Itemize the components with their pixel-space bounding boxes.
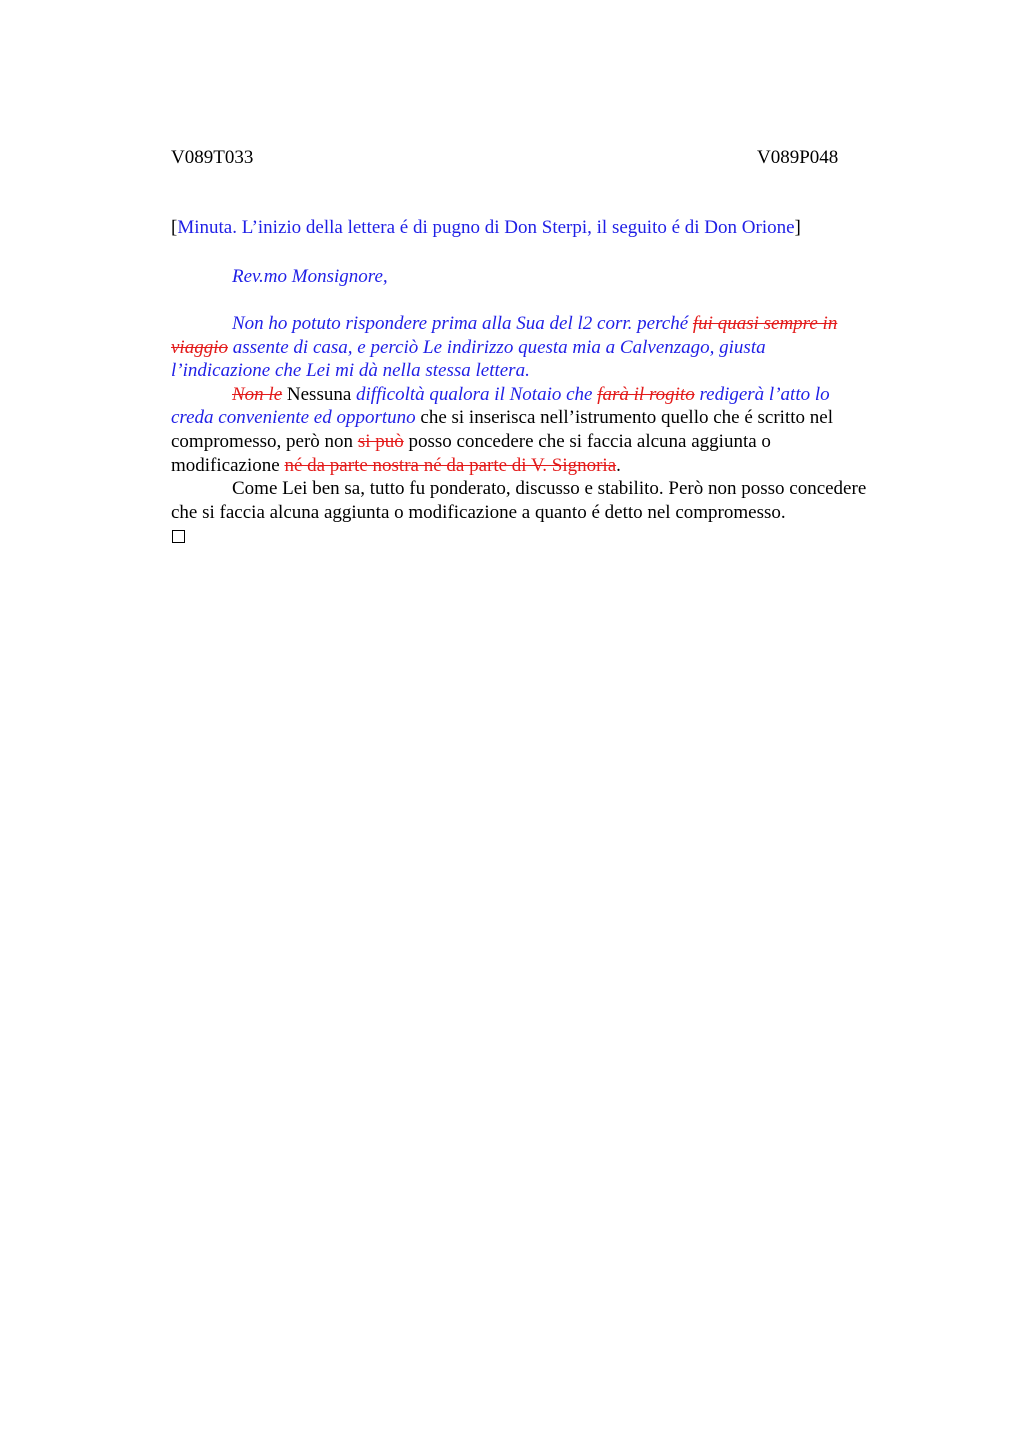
- text-plain: modificazione: [171, 454, 285, 476]
- deleted-text: si può: [357, 430, 404, 452]
- letter-salutation: Rev.mo Monsignore,: [232, 266, 388, 287]
- text-italic-blue: assente di casa, e perciò Le indirizzo questa mia a Calvenzago, giusta: [228, 336, 766, 358]
- note-open-bracket: [: [171, 217, 178, 238]
- note-close-bracket: ]: [794, 217, 801, 238]
- deleted-text: farà il rogito: [597, 383, 695, 405]
- text-italic-blue: creda conveniente ed opportuno: [171, 407, 416, 429]
- paragraph-3-line-2: che si faccia alcuna aggiunta o modificazione a quanto é detto nel compromesso.: [171, 501, 786, 523]
- document-header-right-code: V089P048: [757, 147, 839, 168]
- paragraph-2-line-4: [171, 454, 931, 478]
- paragraph-2-line-1: [171, 383, 931, 407]
- paragraph-1-line-3: [171, 359, 931, 383]
- letter-body: [171, 312, 931, 524]
- text-italic-blue: l’indicazione che Lei mi dà nella stessa lettera.: [171, 360, 530, 382]
- deleted-text: né da parte nostra né da parte di V. Signoria: [284, 454, 617, 476]
- paragraph-3-line-1: Come Lei ben sa, tutto fu ponderato, discusso e stabilito. Però non posso concedere: [232, 478, 867, 500]
- paragraph-1-line-2: [171, 336, 931, 360]
- paragraph-2-line-2: [171, 406, 931, 430]
- text-plain: .: [616, 454, 621, 476]
- deleted-text: Non le: [232, 383, 283, 405]
- text-italic-blue: difficoltà qualora il Notaio che: [356, 383, 598, 405]
- document-header-left-code: V089T033: [171, 147, 254, 168]
- paragraph-2-line-3: [171, 430, 931, 454]
- editorial-note: [171, 216, 801, 240]
- paragraph-1-line-1: [171, 312, 931, 336]
- text-italic-blue: redigerà l’atto lo: [694, 383, 830, 405]
- deleted-text: fui quasi sempre in: [692, 313, 838, 334]
- text-plain: Nessuna: [282, 383, 357, 405]
- note-text: Minuta. L’inizio della lettera é di pugno di Don Sterpi, il seguito é di Don Orione: [177, 217, 795, 238]
- text-plain: compromesso, però non: [171, 430, 358, 452]
- deleted-text: viaggio: [171, 336, 228, 358]
- text-plain: che si inserisca nell’istrumento quello che é scritto nel: [415, 407, 833, 429]
- text-plain: posso concedere che si faccia alcuna aggiunta o: [403, 430, 771, 452]
- text-italic-blue: Non ho potuto rispondere prima alla Sua del l2 corr. perché: [232, 313, 693, 334]
- square-box-icon: [172, 530, 185, 543]
